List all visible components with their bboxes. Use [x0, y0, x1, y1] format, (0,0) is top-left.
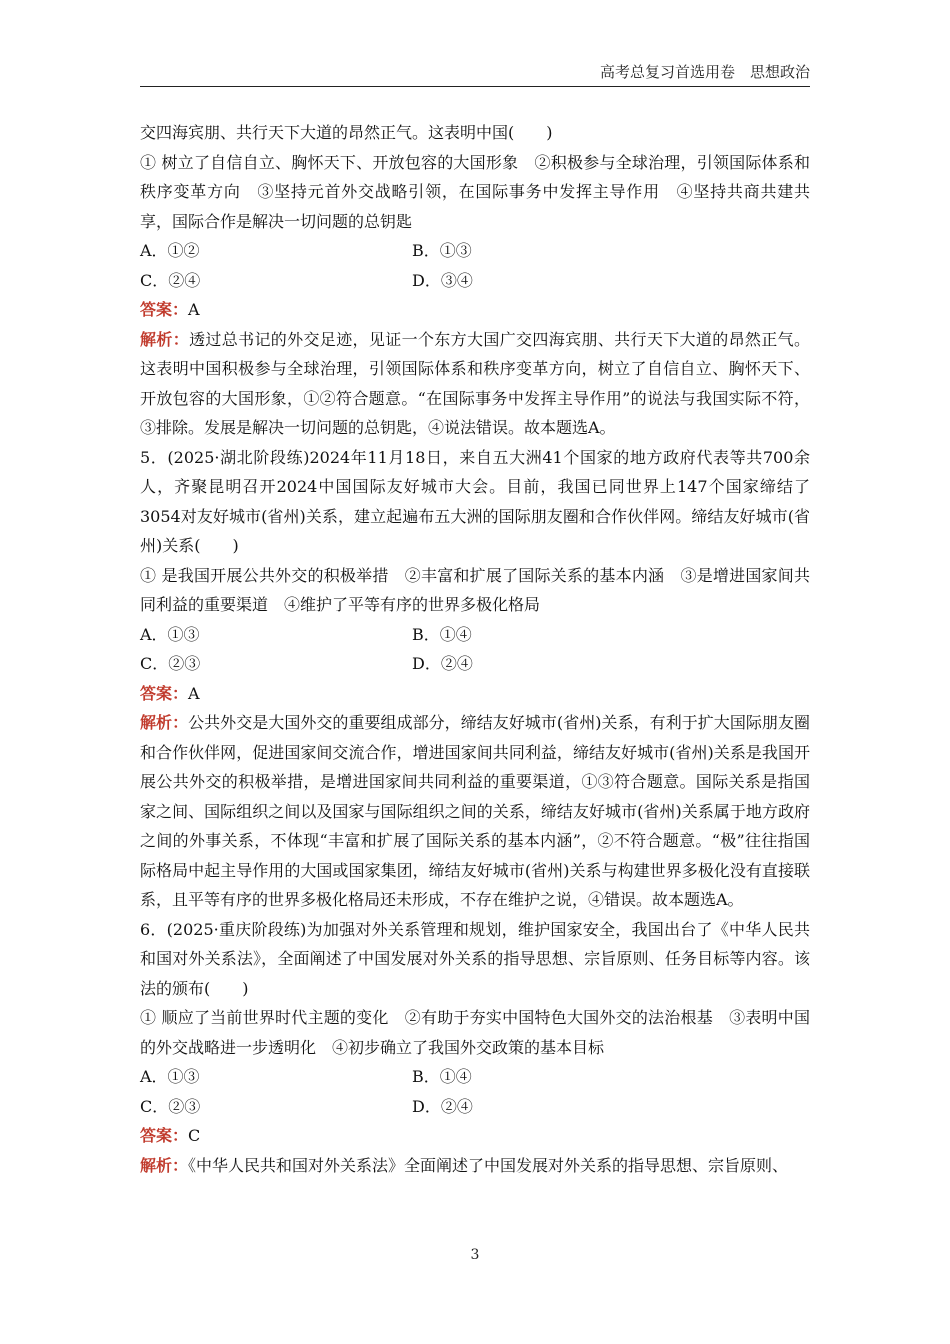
- q6-options-row-2: [140, 1092, 810, 1122]
- q6-answer-label: 答案：: [140, 1126, 189, 1145]
- q5-option-d: D．②④: [412, 654, 473, 673]
- q5-options-row-1: [140, 620, 810, 650]
- q5-option-c: C．②③: [140, 654, 201, 673]
- q4-option-d: D．③④: [412, 270, 473, 290]
- q4-answer-value: A: [188, 300, 200, 319]
- q5-analysis: [140, 708, 810, 915]
- q4-analysis: [140, 325, 810, 443]
- q5-analysis-label: 解析：: [140, 713, 189, 732]
- q5-statements: ① 是我国开展公共外交的积极举措 ②丰富和扩展了国际关系的基本内涵 ③是增进国家间共同利益的重要渠道 ④维护了平等有序的世界多极化格局: [140, 565, 810, 614]
- q6-statements: ① 顺应了当前世界时代主题的变化 ②有助于夯实中国特色大国外交的法治根基 ③表明中国的外交战略进一步透明化 ④初步确立了我国外交政策的基本目标: [140, 1008, 810, 1057]
- q4-answer-label: 答案：: [140, 300, 189, 319]
- q5-analysis-text: 公共外交是大国外交的重要组成部分，缔结友好城市(省州)关系，有利于扩大国际朋友圈和合作伙伴网，促进国家间交流合作，增进国家间共同利益，缔结友好城市(省州)关系是我国开展公共外交的积极举措，是增进国家间共同利益的重要渠道，①③符合题意。国际关系是指国家之间、国际组织之间以及国家与国际组织之间的关系，缔结友好城市(省州)关系属于地方政府之间的外事关系，不体现“丰富和扩展了国际关系的基本内涵”，②不符合题意。“极”往往指国际格局中起主导作用的大国或国家集团，缔结友好城市(省州)关系与构建世界多极化没有直接联系，且平等有序的世界多极化格局还未形成，不存在维护之说，④错误。故本题选A。: [140, 713, 810, 909]
- q6-option-c: C．②③: [140, 1096, 201, 1116]
- q5-options-row-2: [140, 649, 810, 679]
- q4-option-b: B．①③: [412, 241, 472, 260]
- q6-answer-value: C: [188, 1126, 201, 1145]
- page-header: 高考总复习首选用卷 思想政治: [599, 63, 810, 81]
- q5-option-b: B．①④: [412, 624, 472, 644]
- page-number: 3: [470, 1247, 480, 1263]
- q6-options-row-1: [140, 1062, 810, 1092]
- q6-option-d: D．②④: [412, 1096, 473, 1116]
- q4-analysis-label: 解析：: [140, 329, 190, 349]
- q6-analysis-text: 《中华人民共和国对外关系法》全面阐述了中国发展对外关系的指导思想、宗旨原则、: [188, 1155, 789, 1175]
- q5-stem: 5．(2025·湖北阶段练)2024年11月18日，来自五大洲41个国家的地方政府代表等共700余人，齐聚昆明召开2024中国国际友好城市大会。目前，我国已同世界上147个国家缔结了3054对友好城市(省州)关系，建立起遍布五大洲的国际朋友圈和合作伙伴网。缔结友好城市(省州)关系( ): [140, 447, 810, 555]
- q4-answer: [140, 295, 810, 325]
- q5-answer: [140, 679, 810, 709]
- q6-analysis-label: 解析：: [140, 1155, 189, 1175]
- q5-answer-label: 答案：: [140, 683, 189, 703]
- q4-stem: 交四海宾朋、共行天下大道的昂然正气。这表明中国( ): [140, 123, 553, 142]
- q6-stem: 6．(2025·重庆阶段练)为加强对外关系管理和规划，维护国家安全，我国出台了《中华人民共和国对外关系法》，全面阐述了中国发展对外关系的指导思想、宗旨原则、任务目标等内容。该法的颁布( ): [140, 919, 810, 998]
- q4-option-c: C．②④: [140, 270, 201, 290]
- q5-option-a: A．①③: [140, 624, 200, 644]
- q6-option-b: B．①④: [412, 1067, 472, 1086]
- q4-statements: ① 树立了自信自立、胸怀天下、开放包容的大国形象 ②积极参与全球治理，引领国际体系和秩序变革方向 ③坚持元首外交战略引领，在国际事务中发挥主导作用 ④坚持共商共建共享，国际合作是解决一切问题的总钥匙: [140, 152, 810, 231]
- q6-answer: [140, 1121, 810, 1151]
- q6-option-a: A．①③: [140, 1067, 200, 1086]
- q4-analysis-text: 透过总书记的外交足迹，见证一个东方大国广交四海宾朋、共行天下大道的昂然正气。这表明中国积极参与全球治理，引领国际体系和秩序变革方向，树立了自信自立、胸怀天下、开放包容的大国形象，①②符合题意。“在国际事务中发挥主导作用”的说法与我国实际不符，③排除。发展是解决一切问题的总钥匙，④说法错误。故本题选A。: [140, 329, 810, 437]
- page-content: [140, 118, 810, 1180]
- q4-options-row-1: [140, 236, 810, 266]
- header-divider: [140, 86, 810, 87]
- q5-answer-value: A: [188, 683, 200, 703]
- q4-option-a: A．①②: [140, 241, 200, 260]
- q6-analysis: [140, 1151, 810, 1181]
- q4-options-row-2: [140, 266, 810, 296]
